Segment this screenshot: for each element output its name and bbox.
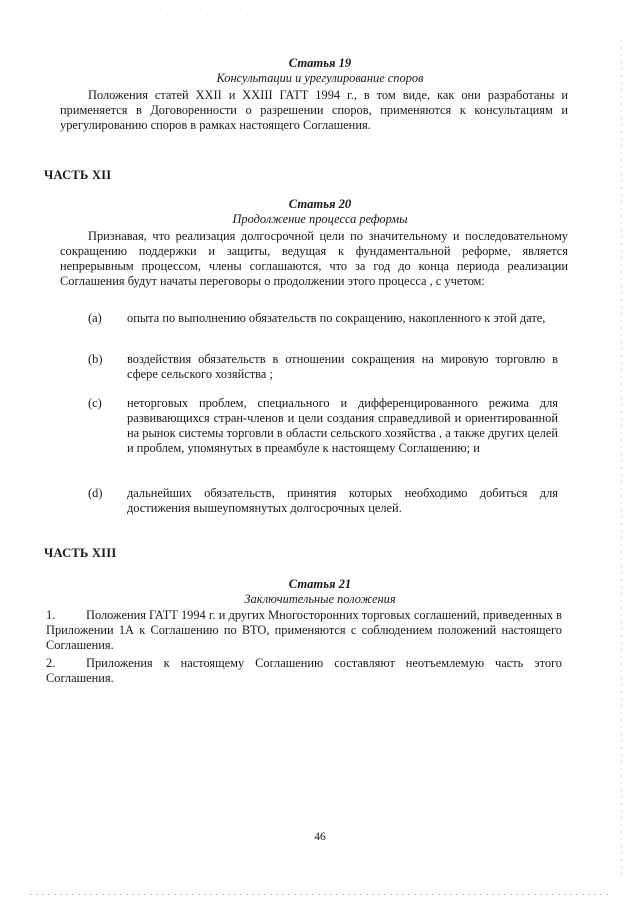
article-21-paragraph-1: [46, 608, 562, 653]
list-item-label: (d): [88, 486, 103, 500]
list-item-c: [88, 396, 558, 474]
list-item-label: (b): [88, 352, 103, 366]
article-21-title: Статья 21: [288, 577, 352, 591]
scan-artifact-right: [621, 40, 622, 880]
list-item-text: дальнейших обязательств, принятия которых необходимо добиться для достижения вышеупомянутых долгосрочных целей.: [127, 486, 558, 515]
article-19-subtitle: Консультации и урегулирование споров: [216, 71, 424, 85]
paragraph-number: 2.: [46, 656, 56, 670]
page-number: 46: [314, 831, 326, 843]
list-item-text: опыта по выполнению обязательств по сокращению, накопленного к этой дате,: [127, 311, 546, 325]
list-item-text: неторговых проблем, специального и дифференцированного режима для развивающихся стран-членов и цели создания справедливой и ориентированной на рынок системы торговли в области сельского хозяйства , а также других целей и проблем, упомянутых в преамбуле к настоящему Соглашению; и: [127, 396, 558, 455]
list-item-text: воздействия обязательств в отношении сокращения на мировую торговлю в сфере сельского хозяйства ;: [127, 352, 558, 381]
list-item-label: (a): [88, 311, 102, 325]
list-item-b: [88, 352, 558, 384]
list-item-d: [88, 486, 558, 518]
article-20-subtitle: Продолжение процесса реформы: [232, 212, 408, 226]
article-20-title: Статья 20: [288, 197, 352, 211]
article-20-paragraph: Признавая, что реализация долгосрочной цели по значительному и последовательному сокращению поддержки и защиты, ведущая к фундаментальной реформе, является непрерывным процессом, члены соглашаются, что за год до конца периода реализации Соглашения будут начаты переговоры о продолжении этого процесса , с учетом:: [60, 229, 568, 288]
scan-artifact-bottom: [30, 894, 610, 895]
part-13-heading: ЧАСТЬ XIII: [44, 546, 117, 560]
article-21-paragraph-2: [46, 656, 562, 686]
article-19-title: Статья 19: [288, 56, 352, 70]
paragraph-text: Приложения к настоящему Соглашению составляют неотъемлемую часть этого Соглашения.: [46, 656, 562, 685]
article-21-subtitle: Заключительные положения: [244, 592, 396, 606]
list-item-label: (c): [88, 396, 102, 410]
part-12-heading: ЧАСТЬ XII: [44, 168, 112, 182]
paragraph-text: Положения ГАТТ 1994 г. и других Многосторонних торговых соглашений, приведенных в Приложении 1А к Соглашению по ВТО, применяются с соблюдением положений настоящего Соглашения.: [46, 608, 562, 652]
list-item-a: [88, 311, 558, 343]
scan-artifact-top: [160, 8, 280, 9]
paragraph-number: 1.: [46, 608, 56, 622]
article-19-paragraph: Положения статей XXII и XXIII ГАТТ 1994 г., в том виде, как они разработаны и применяется в Договоренности о разрешении споров, применяются к консультациям и урегулированию споров в рамках настоящего Соглашения.: [60, 88, 568, 132]
